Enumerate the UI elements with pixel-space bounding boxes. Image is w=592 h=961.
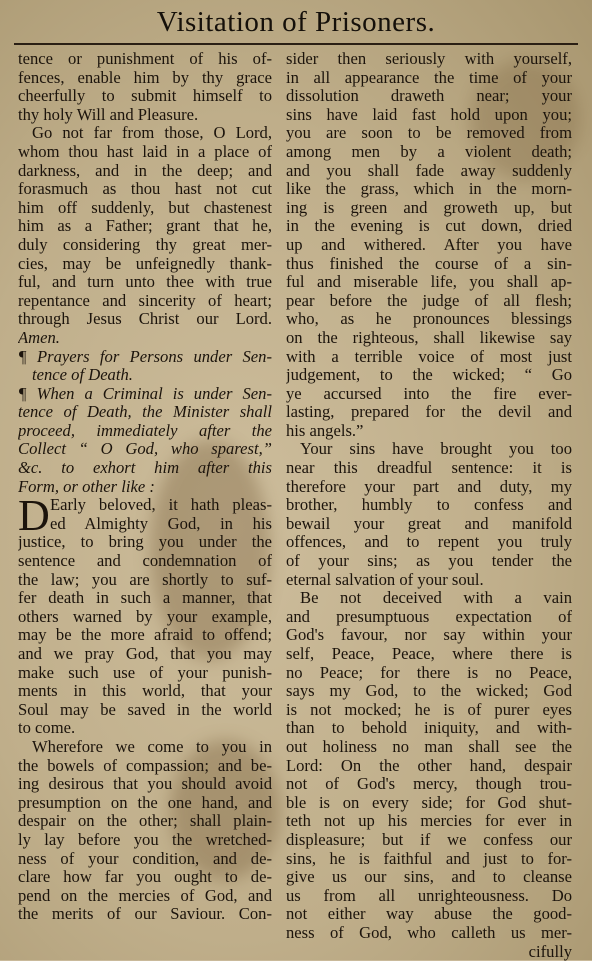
text-line: teth not up his mercies for ever in <box>286 812 572 831</box>
text-line: offences, and to repent you truly <box>286 533 572 552</box>
text-line: and presumptuous expectation of <box>286 608 572 627</box>
text-line: tence of Death. <box>18 366 272 385</box>
text-line: not either way abuse the good- <box>286 905 572 924</box>
header-rule <box>14 43 578 45</box>
text-line: displeasure; but if we confess our <box>286 831 572 850</box>
text-line: of your sins; as you tender the <box>286 552 572 571</box>
text-line: Lord: On the other hand, despair <box>286 757 572 776</box>
text-line: among men by a violent death; <box>286 143 572 162</box>
text-line: cifully <box>286 943 572 961</box>
page-title: Visitation of Prisoners. <box>0 0 592 44</box>
text-line: despair on the other; shall plain- <box>18 812 272 831</box>
text-line: and we pray God, that you may <box>18 645 272 664</box>
text-line: therefore your part and duty, my <box>286 478 572 497</box>
text-line: ing desirous that you should avoid <box>18 775 272 794</box>
text-line: ness of God, who calleth us mer- <box>286 924 572 943</box>
text-line: sins, he is faithful and just to for- <box>286 850 572 869</box>
text-line: you are soon to be removed from <box>286 124 572 143</box>
text-line: ness of your condition, and de- <box>18 850 272 869</box>
text-line: ed Almighty God, in his <box>18 515 272 534</box>
text-line: in all appearance the time of your <box>286 69 572 88</box>
text-line: the bowels of compassion; and be- <box>18 757 272 776</box>
left-column <box>18 50 272 924</box>
text-line: whom thou hast laid in a place of <box>18 143 272 162</box>
text-line: may be the more afraid to offend; <box>18 626 272 645</box>
text-line: Go not far from those, O Lord, <box>18 124 272 143</box>
drop-cap-letter: D <box>18 496 50 536</box>
text-line: ing is green and groweth up, but <box>286 199 572 218</box>
text-line: eternal salvation of your soul. <box>286 571 572 590</box>
text-line: Early beloved, it hath pleas- <box>18 496 272 515</box>
text-line: through Jesus Christ our Lord. <box>18 310 272 329</box>
text-line: make such use of your punish- <box>18 664 272 683</box>
text-line: Your sins have brought you too <box>286 440 572 459</box>
text-line: us from all unrighteousness. Do <box>286 887 572 906</box>
text-line: ful and miserable life, you shall ap- <box>286 273 572 292</box>
text-line: pend on the mercies of God, and <box>18 887 272 906</box>
text-line: Wherefore we come to you in <box>18 738 272 757</box>
text-line: no Peace; for there is no Peace, <box>286 664 572 683</box>
text-line: near this dreadful sentence: it is <box>286 459 572 478</box>
text-line: him off suddenly, but chastenest <box>18 199 272 218</box>
text-line: dissolution draweth near; your <box>286 87 572 106</box>
text-line: is not mocked; he is of purer eyes <box>286 701 572 720</box>
text-line: darkness, and in the deep; and <box>18 162 272 181</box>
text-line: fer death in such a manner, that <box>18 589 272 608</box>
text-line: self, Peace, Peace, where there is <box>286 645 572 664</box>
text-line: tence of Death, the Minister shall <box>18 403 272 422</box>
text-line: him as a Father; grant that he, <box>18 217 272 236</box>
text-line: Collect “ O God, who sparest,” <box>18 440 272 459</box>
right-column <box>286 50 572 961</box>
text-line: Soul may be saved in the world <box>18 701 272 720</box>
text-line: sider then seriously with yourself, <box>286 50 572 69</box>
text-line: ye accursed into the fire ever- <box>286 385 572 404</box>
text-line: like the grass, which in the morn- <box>286 180 572 199</box>
text-line: justice, to bring you under the <box>18 533 272 552</box>
text-line: not of God's mercy, though trou- <box>286 775 572 794</box>
text-line: cheerfully to submit himself to <box>18 87 272 106</box>
text-line: presumption on the one hand, and <box>18 794 272 813</box>
text-line: pear before the judge of all flesh; <box>286 292 572 311</box>
text-line: up and withered. After you have <box>286 236 572 255</box>
text-line: brother, humbly to confess and <box>286 496 572 515</box>
text-line: sins have laid fast hold upon you; <box>286 106 572 125</box>
text-line: ly lay before you the wretched- <box>18 831 272 850</box>
text-line: forasmuch as thou hast not cut <box>18 180 272 199</box>
text-line: to come. <box>18 719 272 738</box>
text-line: God's favour, nor say within your <box>286 626 572 645</box>
text-line: ¶ Prayers for Persons under Sen- <box>18 348 272 367</box>
text-line: others warned by your example, <box>18 608 272 627</box>
text-line: says my God, to the wicked; God <box>286 682 572 701</box>
text-line: and you shall fade away suddenly <box>286 162 572 181</box>
text-line: repentance and sincerity of heart; <box>18 292 272 311</box>
text-line: ful, and turn unto thee with true <box>18 273 272 292</box>
text-line: lasting, prepared for the devil and <box>286 403 572 422</box>
text-line: with a terrible voice of most just <box>286 348 572 367</box>
text-line: fences, enable him by thy grace <box>18 69 272 88</box>
text-line: the merits of our Saviour. Con- <box>18 905 272 924</box>
text-line: his angels.” <box>286 422 572 441</box>
text-line: give us our sins, and to cleanse <box>286 868 572 887</box>
text-line: Be not deceived with a vain <box>286 589 572 608</box>
text-line: duly considering thy great mer- <box>18 236 272 255</box>
text-line: proceed, immediately after the <box>18 422 272 441</box>
text-line: clare how far you ought to de- <box>18 868 272 887</box>
text-line: judgement, to the wicked; “ Go <box>286 366 572 385</box>
text-line: on the righteous, shall likewise say <box>286 329 572 348</box>
text-line: ¶ When a Criminal is under Sen- <box>18 385 272 404</box>
text-line: tence or punishment of his of- <box>18 50 272 69</box>
text-line: &c. to exhort him after this <box>18 459 272 478</box>
text-line: sentence and condemnation of <box>18 552 272 571</box>
text-line: thus finished the course of a sin- <box>286 255 572 274</box>
text-line: the law; you are shortly to suf- <box>18 571 272 590</box>
text-line: ble is on every side; for God shut- <box>286 794 572 813</box>
text-line: who, as he pronounces blessings <box>286 310 572 329</box>
text-line: out holiness no man shall see the <box>286 738 572 757</box>
text-line: in the evening is cut down, dried <box>286 217 572 236</box>
text-line: Amen. <box>18 329 272 348</box>
text-line: than to behold iniquity, and with- <box>286 719 572 738</box>
text-line: bewail your great and manifold <box>286 515 572 534</box>
text-line: cies, may be unfeignedly thank- <box>18 255 272 274</box>
text-line: ments in this world, that your <box>18 682 272 701</box>
text-line: thy holy Will and Pleasure. <box>18 106 272 125</box>
text-line: Form, or other like : <box>18 478 272 497</box>
running-header <box>0 0 592 44</box>
